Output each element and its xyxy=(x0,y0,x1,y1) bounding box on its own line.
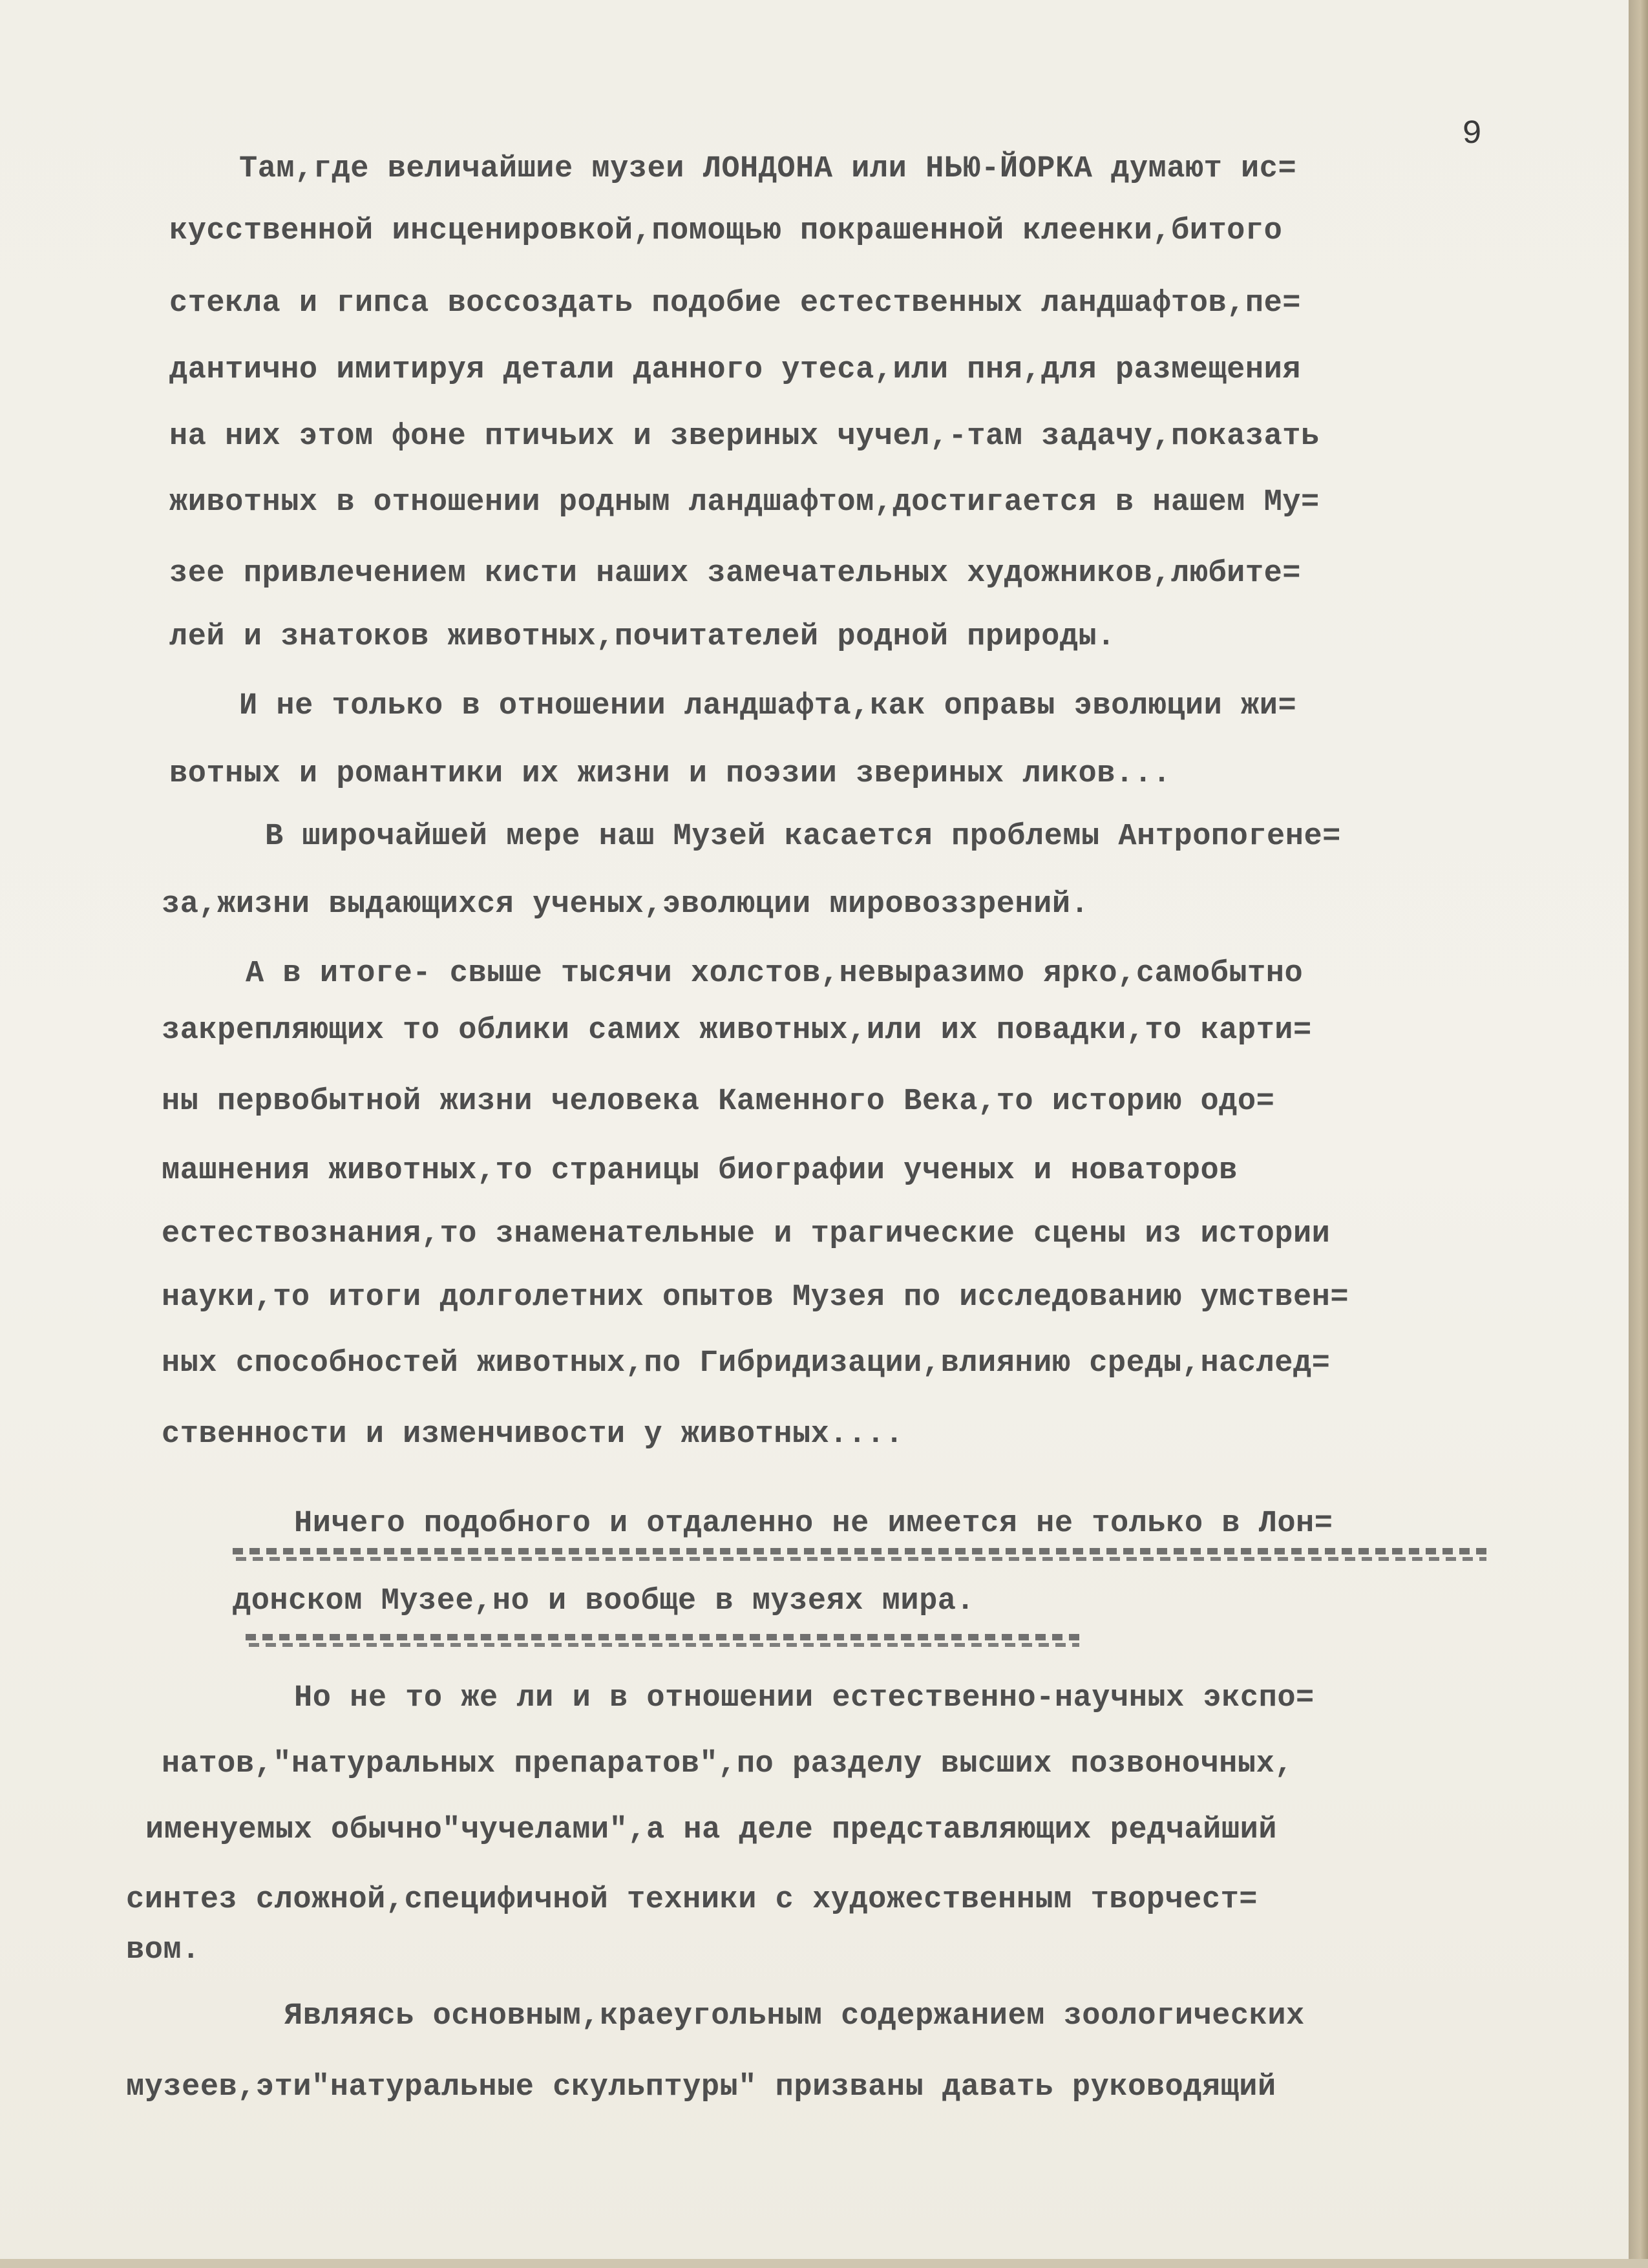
typed-underline xyxy=(233,1548,1486,1554)
text-line: лей и знатоков животных,почитателей родной природы. xyxy=(169,620,1115,654)
emphasized-line: Ничего подобного и отдаленно не имеется не только в Лон= xyxy=(294,1507,1333,1541)
text-line: животных в отношении родным ландшафтом,достигается в нашем Му= xyxy=(169,485,1320,520)
text-line: И не только в отношении ландшафта,как оправы эволюции жи= xyxy=(239,689,1297,723)
text-line: именуемых обычно"чучелами",а на деле представляющих редчайший xyxy=(145,1813,1277,1847)
text-line: машнения животных,то страницы биографии ученых и новаторов xyxy=(162,1154,1238,1188)
text-line: естествознания,то знаменательные и трагические сцены из истории xyxy=(162,1217,1331,1251)
text-line: Но не то же ли и в отношении естественно-научных экспо= xyxy=(294,1681,1315,1715)
text-line: вотных и романтики их жизни и поэзии звериных ликов... xyxy=(169,757,1172,791)
text-line: ственности и изменчивости у животных.... xyxy=(162,1417,904,1452)
text-line: Там,где величайшие музеи ЛОНДОНА или НЬЮ-ЙОРКА думают ис= xyxy=(239,152,1297,186)
text-line: на них этом фоне птичьих и звериных чучел,-там задачу,показать xyxy=(169,419,1320,454)
emphasized-line: донском Музее,но и вообще в музеях мира. xyxy=(233,1584,975,1618)
text-line: закрепляющих то облики самих животных,или их повадки,то карти= xyxy=(162,1013,1312,1048)
text-line: синтез сложной,специфичной техники с художественным творчест= xyxy=(126,1883,1258,1917)
text-line: ных способностей животных,по Гибридизации,влиянию среды,наслед= xyxy=(162,1346,1331,1381)
text-line: науки,то итоги долголетних опытов Музея по исследованию умствен= xyxy=(162,1280,1349,1315)
text-line: В широчайшей мере наш Музей касается проблемы Антропогене= xyxy=(265,820,1341,854)
text-line: дантично имитируя детали данного утеса,или пня,для размещения xyxy=(169,353,1301,387)
text-line: музеев,эти"натуральные скульптуры" призваны давать руководящий xyxy=(126,2070,1276,2104)
page-number: 9 xyxy=(1462,115,1483,153)
text-line: вом. xyxy=(126,1933,200,1967)
typed-underline xyxy=(246,1634,1079,1640)
paper-bottom-edge xyxy=(0,2259,1648,2268)
text-line: Являясь основным,краеугольным содержанием зоологических xyxy=(284,1999,1305,2033)
text-line: стекла и гипса воссоздать подобие естественных ландшафтов,пе= xyxy=(169,286,1301,321)
text-line: А в итоге- свыше тысячи холстов,невыразимо ярко,самобытно xyxy=(246,957,1304,991)
text-line: зее привлечением кисти наших замечательных художников,любите= xyxy=(169,556,1301,591)
text-line: кусственной инсценировкой,помощью покрашенной клеенки,битого xyxy=(169,214,1283,248)
text-line: за,жизни выдающихся ученых,эволюции мировоззрений. xyxy=(162,887,1090,922)
text-line: ны первобытной жизни человека Каменного Века,то историю одо= xyxy=(162,1085,1275,1119)
text-line: натов,"натуральных препаратов",по разделу высших позвоночных, xyxy=(162,1747,1293,1781)
paper-edge xyxy=(1629,0,1648,2268)
